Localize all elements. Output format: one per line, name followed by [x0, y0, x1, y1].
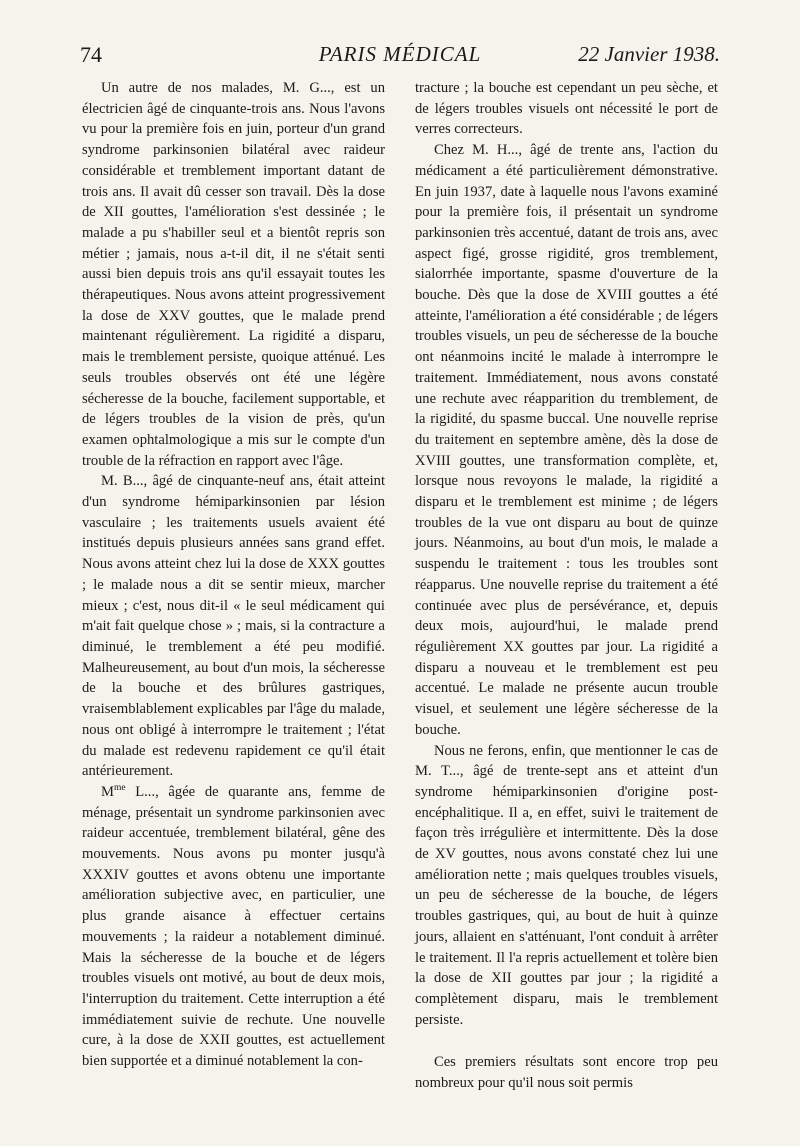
right-column [415, 78, 718, 1094]
paragraph [82, 782, 385, 1072]
paragraph: Chez M. H..., âgé de trente ans, l'action du médicament a été particulièrement démonstrative. En juin 1937, date à laquelle nous l'avons examiné pour la première fois, il présentait un syndrome parkinsonien très accentué, datant de trois ans, avec aspect figé, grosse rigidité, gros tremblement, sialorrhée importante, spasme d'ouverture de la bouche. Dès que la dose de XVIII gouttes a été atteinte, l'amélioration a été considérable ; de légers troubles visuels, un peu de sécheresse de la bouche ont néanmoins incité le malade à interrompre le traitement. Immédiatement, nous avons constaté une rechute avec réapparition du tremblement, de la rigidité, du spasme buccal. Une nouvelle reprise du traitement en septembre amène, dès la dose de XVIII gouttes, une transformation complète, et, lorsque nous revoyons le malade, la rigidité a disparu et le tremblement est minime ; de légers troubles de la vue ont disparu au bout de quinze jours. Néanmoins, au bout d'un mois, le malade a suspendu le traitement : tous les troubles sont réapparus. Une nouvelle reprise du traitement a été continuée avec plus de persévérance, et, depuis deux mois, aujourd'hui, le malade prend régulièrement XX gouttes par jour. La rigidité a disparu a nouveau et le tremblement est peu accentué. Le malade ne présente aucun trouble visuel, et seulement une légère sécheresse de la bouche. [415, 142, 718, 738]
left-column [82, 78, 385, 1072]
paragraph: tracture ; la bouche est cependant un peu sèche, et de légers troubles visuels ont nécessité le port de verres correcteurs. [415, 80, 718, 138]
issue-date: 22 Janvier 1938. [578, 42, 720, 66]
page-number: 74 [80, 42, 102, 67]
paragraph: Un autre de nos malades, M. G..., est un électricien âgé de cinquante-trois ans. Nous l'avons vu pour la première fois en juin, porteur d'un grand syndrome parkinsonien bilatéral avec raideur considérable et tremblement important datant de trois ans. Il avait dû cesser son travail. Dès la dose de XII gouttes, l'amélioration s'est dessinée ; le malade a pu s'habiller seul et a bientôt repris son métier ; jamais, nous a-t-il dit, il ne s'était senti aussi bien depuis trois ans qu'il essayait toutes les thérapeutiques. Nous avons atteint progressivement la dose de XXV gouttes, que le malade prend maintenant régulièrement. La rigidité a disparu, mais le tremblement persiste, quoique atténué. Les seuls troubles observés ont été une légère sécheresse de la bouche, facilement supportable, et de légers troubles de la vision de près, qu'un examen ophtalmologique a mis sur le compte d'un trouble de la réfraction en rapport avec l'âge. [82, 80, 385, 469]
journal-title: PARIS MÉDICAL [318, 42, 482, 66]
title-abbrev: M [100, 783, 114, 800]
title-abbrev-sup: me [113, 783, 126, 794]
paragraph: M. B..., âgé de cinquante-neuf ans, était atteint d'un syndrome hémiparkinsonien par lésion vasculaire ; les traitements usuels avaient été institués depuis plusieurs années sans grand effet. Nous avons atteint chez lui la dose de XXX gouttes ; le malade nous a dit se sentir mieux, marcher mieux ; c'est, nous dit-il « le seul médicament qui m'ait fait quelque chose » ; mais, si la contracture a diminué, le tremblement a été peu modifié. Malheureusement, au bout d'un mois, la sécheresse de la bouche et des brûlures gastriques, vraisemblablement explicables par l'âge du malade, nous ont obligé à interrompre le traitement ; l'état du malade est redevenu rapidement ce qu'il était antérieurement. [82, 473, 385, 780]
paragraph-text: L..., âgée de quarante ans, femme de ménage, présentait un syndrome parkinsonien avec raideur accentuée, tremblement bilatéral, gêne des mouvements. Nous avons pu monter jusqu'à XXXIV gouttes et avons obtenu une importante amélioration subjective avec, en particulier, une plus grande aisance à effectuer certains mouvements ; la raideur a notablement diminué. Mais la sécheresse de la bouche et de légers troubles visuels ont motivé, au bout de deux mois, l'interruption du traitement. Cette interruption a été immédiatement suivie de rechute. Une nouvelle cure, à la dose de XXII gouttes, est actuellement bien supportée et a diminué notablement la con- [82, 783, 385, 1070]
paragraph: Nous ne ferons, enfin, que mentionner le cas de M. T..., âgé de trente-sept ans et atteint d'un syndrome hémiparkinsonien d'origine post-encéphalitique. Il a, en effet, suivi le traitement de façon très irrégulière et intermittente. Dès la dose de XV gouttes, nous avons constaté chez lui une amélioration nette ; mais quelques troubles visuels, un peu de sécheresse de la bouche, de légers troubles gastriques, qui, au bout de huit à quinze jours, allaient en s'atténuant, l'ont conduit à arrêter le traitement. Il l'a repris actuellement et tolère bien la dose de XII gouttes par jour ; la rigidité a complètement disparu, mais le tremblement persiste. [415, 742, 718, 1028]
page-header [80, 42, 720, 72]
paragraph: Ces premiers résultats sont encore trop peu nombreux pour qu'il nous soit permis [415, 1054, 718, 1092]
